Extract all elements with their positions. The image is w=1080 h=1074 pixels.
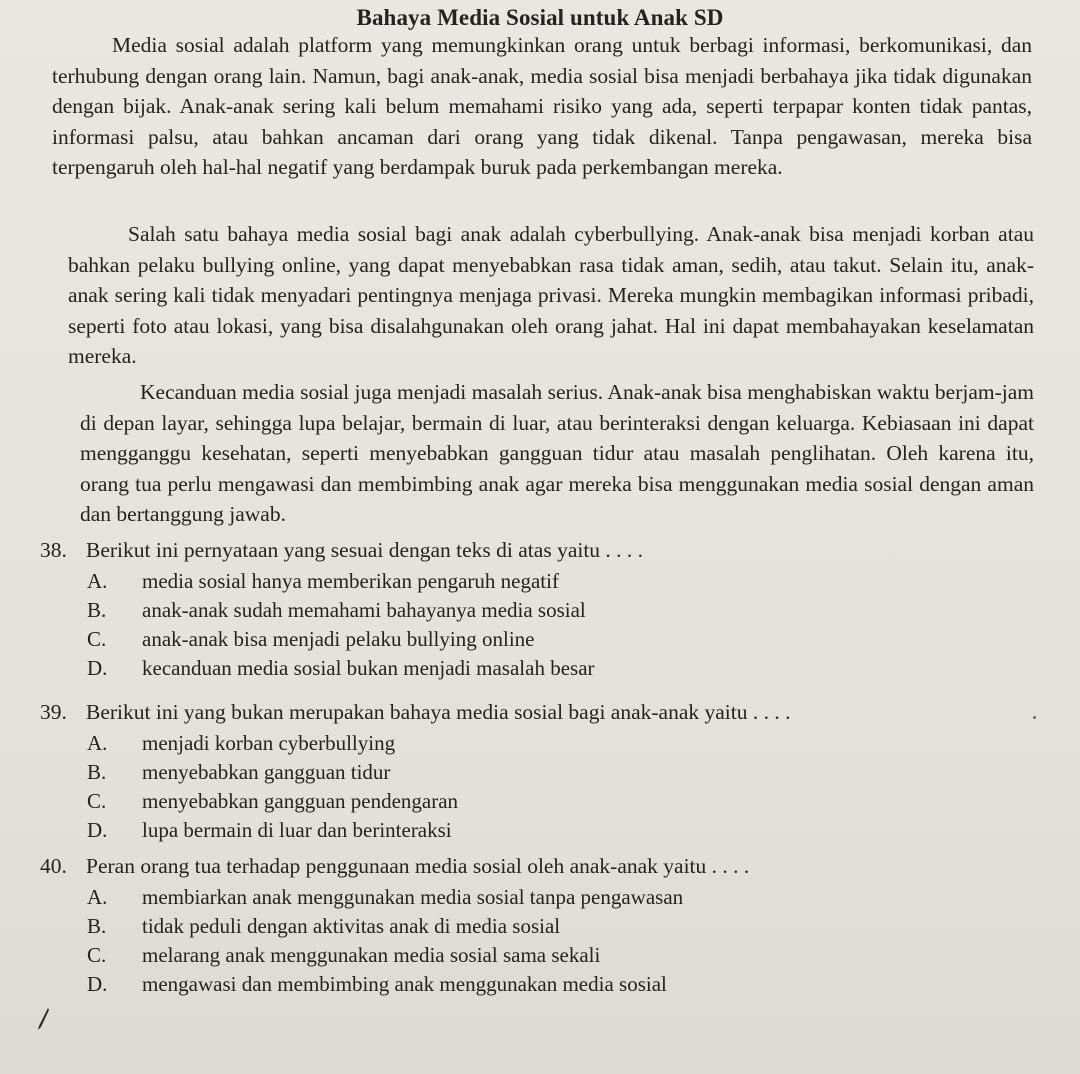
option-a[interactable] <box>87 567 1040 596</box>
question-38 <box>40 535 1040 683</box>
option-a[interactable] <box>87 729 1040 758</box>
option-a[interactable] <box>87 883 1040 912</box>
option-letter: A. <box>87 731 108 755</box>
question-40 <box>40 851 1040 999</box>
question-number: 40. <box>40 854 67 878</box>
option-letter: C. <box>87 627 107 651</box>
option-list <box>40 567 1040 683</box>
option-d[interactable] <box>87 654 1040 683</box>
page-title: Bahaya Media Sosial untuk Anak SD <box>356 5 724 30</box>
option-text: menjadi korban cyberbullying <box>142 731 396 755</box>
question-number: 38. <box>40 538 67 562</box>
question-text: Berikut ini pernyataan yang sesuai dengan teks di atas yaitu . . . . <box>86 538 644 562</box>
option-letter: D. <box>87 972 108 996</box>
option-text: menyebabkan gangguan tidur <box>142 760 391 784</box>
option-d[interactable] <box>87 816 1040 845</box>
option-text: melarang anak menggunakan media sosial sama sekali <box>142 943 601 967</box>
paragraph-1: Media sosial adalah platform yang memungkinkan orang untuk berbagi informasi, berkomunikasi, dan terhubung dengan orang lain. Namun, bagi anak-anak, media sosial bisa menjadi berbahaya jika tidak digunakan dengan bijak. Anak-anak sering kali belum memahami risiko yang ada, seperti terpapar konten tidak pantas, informasi palsu, atau bahkan ancaman dari orang yang tidak dikenal. Tanpa pengawasan, mereka bisa terpengaruh oleh hal-hal negatif yang berdampak buruk pada perkembangan mereka. <box>52 33 1032 180</box>
question-39 <box>40 697 1040 845</box>
question-text: Peran orang tua terhadap penggunaan media sosial oleh anak-anak yaitu . . . . <box>86 854 750 878</box>
question-stem <box>40 697 1040 727</box>
option-text: lupa bermain di luar dan berinteraksi <box>142 818 452 842</box>
option-letter: B. <box>87 760 107 784</box>
paper-speck <box>1033 716 1036 719</box>
option-b[interactable] <box>87 758 1040 787</box>
paragraph-3: Kecanduan media sosial juga menjadi masalah serius. Anak-anak bisa menghabiskan waktu berjam-jam di depan layar, sehingga lupa belajar, bermain di luar, atau berinteraksi dengan keluarga. Kebiasaan ini dapat mengganggu kesehatan, seperti menyebabkan gangguan tidur atau masalah penglihatan. Oleh karena itu, orang tua perlu mengawasi dan membimbing anak agar mereka bisa menggunakan media sosial dengan aman dan bertanggung jawab. <box>80 380 1034 527</box>
option-text: media sosial hanya memberikan pengaruh negatif <box>142 569 559 593</box>
option-text: membiarkan anak menggunakan media sosial tanpa pengawasan <box>142 885 684 909</box>
option-letter: C. <box>87 943 107 967</box>
option-letter: A. <box>87 569 108 593</box>
question-text: Berikut ini yang bukan merupakan bahaya media sosial bagi anak-anak yaitu . . . . <box>86 700 791 724</box>
option-letter: B. <box>87 914 107 938</box>
option-text: menyebabkan gangguan pendengaran <box>142 789 459 813</box>
option-letter: B. <box>87 598 107 622</box>
option-text: tidak peduli dengan aktivitas anak di media sosial <box>142 914 561 938</box>
pencil-mark-icon <box>36 1006 50 1032</box>
option-letter: A. <box>87 885 108 909</box>
option-text: mengawasi dan membimbing anak menggunakan media sosial <box>142 972 667 996</box>
question-stem <box>40 535 1040 565</box>
option-d[interactable] <box>87 970 1040 999</box>
option-letter: C. <box>87 789 107 813</box>
question-stem <box>40 851 1040 881</box>
option-c[interactable] <box>87 625 1040 654</box>
option-letter: D. <box>87 656 108 680</box>
paragraph-2: Salah satu bahaya media sosial bagi anak adalah cyberbullying. Anak-anak bisa menjadi korban atau bahkan pelaku bullying online, yang dapat menyebabkan rasa tidak aman, sedih, atau takut. Selain itu, anak-anak sering kali tidak menyadari pentingnya menjaga privasi. Mereka mungkin membagikan informasi pribadi, seperti foto atau lokasi, yang bisa disalahgunakan oleh orang jahat. Hal ini dapat membahayakan keselamatan mereka. <box>68 222 1034 369</box>
question-number: 39. <box>40 700 67 724</box>
option-text: anak-anak sudah memahami bahayanya media sosial <box>142 598 586 622</box>
option-c[interactable] <box>87 941 1040 970</box>
option-c[interactable] <box>87 787 1040 816</box>
option-letter: D. <box>87 818 108 842</box>
option-b[interactable] <box>87 596 1040 625</box>
option-text: anak-anak bisa menjadi pelaku bullying online <box>142 627 535 651</box>
option-list <box>40 729 1040 845</box>
option-b[interactable] <box>87 912 1040 941</box>
option-list <box>40 883 1040 999</box>
option-text: kecanduan media sosial bukan menjadi masalah besar <box>142 656 595 680</box>
